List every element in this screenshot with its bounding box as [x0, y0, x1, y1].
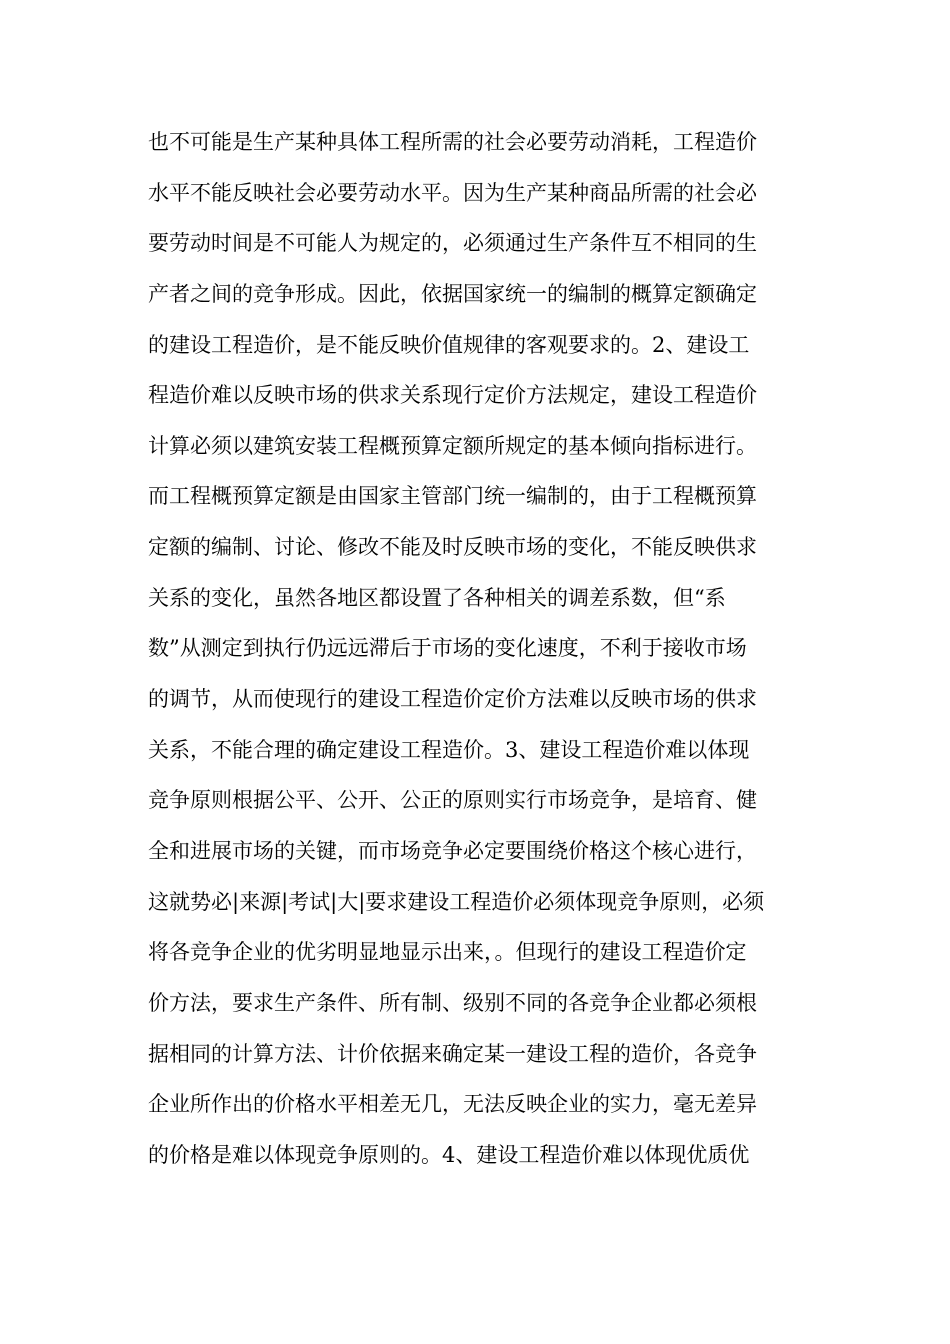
text-line: 据相同的计算方法、计价依据来确定某一建设工程的造价，各竞争	[148, 1041, 757, 1066]
text-line: 企业所作出的价格水平相差无几，无法反映企业的实力，毫无差异	[148, 1092, 757, 1117]
text-line: 定额的编制、讨论、修改不能及时反映市场的变化，不能反映供求	[148, 535, 757, 560]
text-line: 将各竞争企业的优劣明显地显示出来，。但现行的建设工程造价定	[148, 940, 747, 965]
text-line: 而工程概预算定额是由国家主管部门统一编制的，由于工程概预算	[148, 484, 757, 509]
text-line: 的建设工程造价，是不能反映价值规律的客观要求的。2、建设工	[148, 332, 750, 357]
text-line: 全和进展市场的关键，而市场竞争必定要围绕价格这个核心进行，	[148, 838, 757, 863]
body-paragraph	[148, 117, 808, 1180]
text-line: 计算必须以建筑安装工程概预算定额所规定的基本倾向指标进行。	[148, 433, 757, 458]
text-line: 数”从测定到执行仍远远滞后于市场的变化速度，不利于接收市场	[148, 636, 747, 661]
text-line: 也不可能是生产某种具体工程所需的社会必要劳动消耗，工程造价	[148, 130, 757, 154]
text-line: 程造价难以反映市场的供求关系现行定价方法规定，建设工程造价	[148, 383, 757, 408]
text-line: 水平不能反映社会必要劳动水平。因为生产某种商品所需的社会必	[148, 180, 757, 205]
text-line: 关系的变化，虽然各地区都设置了各种相关的调差系数，但“系	[148, 585, 726, 610]
text-line: 这就势必|来源|考试|大|要求建设工程造价必须体现竞争原则，必须	[148, 889, 765, 914]
text-line: 产者之间的竞争形成。因此，依据国家统一的编制的概算定额确定	[148, 281, 757, 306]
text-line: 竞争原则根据公平、公开、公正的原则实行市场竞争，是培育、健	[148, 788, 757, 813]
text-line: 关系，不能合理的确定建设工程造价。3、建设工程造价难以体现	[148, 737, 750, 762]
text-line: 的调节，从而使现行的建设工程造价定价方法难以反映市场的供求	[148, 687, 757, 712]
text-line: 价方法，要求生产条件、所有制、级别不同的各竞争企业都必须根	[148, 990, 757, 1015]
text-line: 要劳动时间是不可能人为规定的，必须通过生产条件互不相同的生	[148, 231, 757, 256]
text-line: 的价格是难以体现竞争原则的。4、建设工程造价难以体现优质优	[148, 1142, 750, 1167]
